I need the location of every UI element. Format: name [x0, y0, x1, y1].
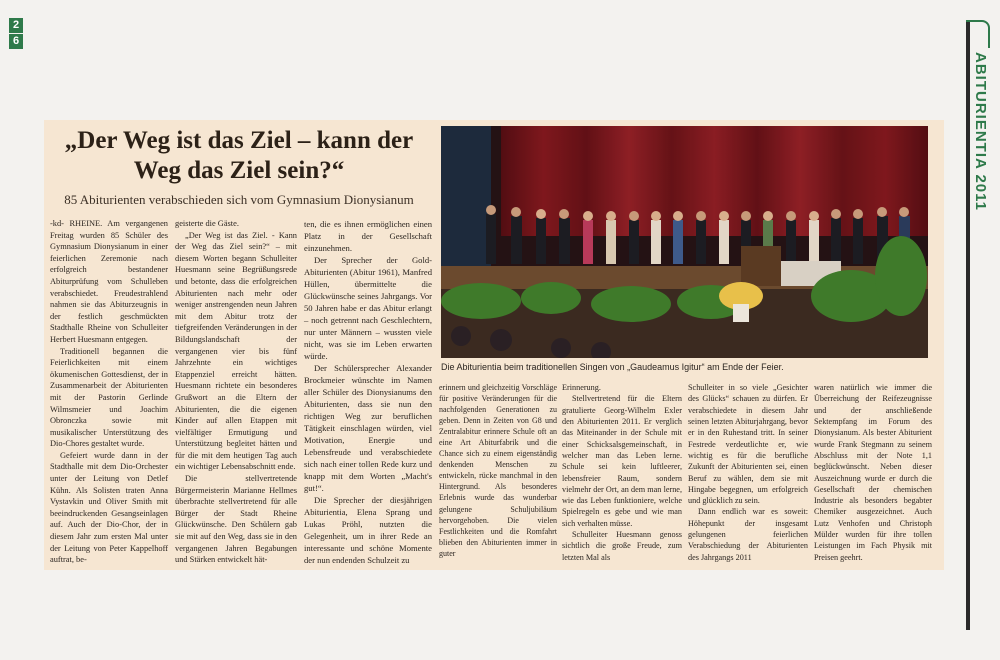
- article-column: [304, 218, 432, 566]
- headline-block: [44, 120, 434, 208]
- headline: „Der Weg ist das Ziel – kann der Weg das Ziel sein?“: [64, 127, 414, 184]
- article-column: [688, 382, 808, 563]
- paragraph: waren natürlich wie immer die Überreichung der Reifezeugnisse und der anschließende Sektempfang im Forum des Dionysianum. Als bester Abiturient wurde Frank Stegmann zu seinem Abschluss mit der Note 1,1 beglückwünscht. Neben dieser Auszeichnung wurde er durch die Gesellschaft der chemischen Industrie als besonders begabter Chemiker ausgezeichnet. Auch Lutz Venhofen und Christoph Mülder wurden für ihre tollen Leistungen im Fach Physik mit Preisen geehrt.: [814, 383, 932, 562]
- paragraph: -kd- RHEINE. Am vergangenen Freitag wurden 85 Schüler des Gymnasium Dionysianum in einer feierlichen Zeremonie nach erfolgreich bestandener Abiturprüfung vom Schulleben verabschiedet. Freudestrahlend nahmen sie das Abiturzeugnis in der festlich geschmückten Stadthalle Rheine von Schulleiter Herbert Huesmann entgegen.: [50, 219, 168, 344]
- paragraph: Dann endlich war es soweit: Höhepunkt der insgesamt gelungenen feierlichen Verabschiedung der Abiturienten des Jahrgangs 2011: [688, 507, 808, 562]
- paragraph: erinnern und gleichzeitig Vorschläge für positive Veränderungen für die nachfolgenden Generationen zu geben. Denn in Zeiten von G8 und Zentralabitur erinnere Schule oft an eine Art Abiturfabrik und die Chance sich zu einem eigenständig denkenden Menschen zu entwickeln, rücke manchmal in den Hintergrund. Als besonderes Erlebnis wurde das wunderbar gelungene Schuljubiläum hervorgehoben. Die vielen Festlichkeiten und die Romfahrt blieben den Abiturienten immer in guter: [439, 383, 557, 558]
- paragraph: Traditionell begannen die Feierlichkeiten mit einem ökumenischen Gottesdienst, der in Zusammenarbeit der Abiturienten mit der Pastorin Gerlinde Wilmsmeier und Joachim Obronczka sowie mit musikalischer Unterstützung des Dio-Chores gestaltet wurde.: [50, 346, 168, 449]
- page-number-digit: 2: [9, 18, 23, 33]
- paragraph: Schulleiter in so viele „Gesichter des Glücks“ schauen zu dürfen. Er verabschiedete in diesem Jahr seinen letzten Abiturjahrgang, bevor er in den Ruhestand tritt. In seiner Festrede verdeutlichte er, wie wichtig es für die berufliche Zukunft der Abiturienten sei, einen Beruf zu wählen, dem sie mit Hingabe begegnen, um erfolgreich und glücklich zu sein.: [688, 383, 808, 506]
- page-number-digit: 6: [9, 34, 23, 49]
- article-column: [439, 382, 557, 559]
- paragraph: ten, die es ihnen ermöglichen einen Platz in der Gesellschaft einzunehmen.: [304, 219, 432, 253]
- paragraph: Der Schülersprecher Alexander Brockmeier wünschte im Namen aller Schüler des Dionysianums den Abiturienten, dass sie nun den richtigen Weg zur beruflichen Tätigkeit einschlagen würden, viel Motivation, Energie und Lebensfreude und verabschiedete sich nach einer tollen Rede kurz und knapp mit dem Worten „Macht's gut!“.: [304, 363, 432, 493]
- paragraph: Gefeiert wurde dann in der Stadthalle mit dem Dio-Orchester unter der Leitung von Detlef Kühn. Als Solisten traten Anna Vystavkin und Oliver Smith mit beeindruckenden Gesangseinlagen auf. Auch der Dio-Chor, der in diesem Jahr zum ersten Mal unter der Leitung von Peter Kappelhoff auftrat, be-: [50, 450, 168, 565]
- section-label: ABITURIENTIA 2011: [972, 52, 989, 211]
- paragraph: Stellvertretend für die Eltern gratulierte Georg-Wilhelm Exler den Abiturienten 2011. Er verglich das Miteinander in der Schule mit einer Schicksalsgemeinschaft, in welcher man das Leben lerne. Schule sei kein luftleerer, lebensfreier Raum, sondern vielmehr der Ort, an dem man lerne, wie das Leben funktioniere, welche Spielregeln es gebe und wie man sich verhalten müsse.: [562, 394, 682, 528]
- article-column: [562, 382, 682, 563]
- section-band: [966, 20, 992, 220]
- paragraph: geisterte die Gäste.: [175, 219, 239, 228]
- paragraph: „Der Weg ist das Ziel. - Kann der Weg das Ziel sein?“ – mit diesem Worten begann Schulleiter Huesmann seine Begrüßungsrede und betonte, dass die erfolgreichen Abiturienten nach mehr oder weniger anstrengenden neun Jahren mit dem Abitur trotz der tiefgreifenden Veränderungen in der Bildungslandschaft der vergangenen vier bis fünf Jahrzehnte ein wichtiges Etappenziel erreicht hätten. Huesmann richtete ein besonderes Grußwort an die Eltern der Abiturienten, die die eigenen Kinder auf allen Etappen mit vielfältiger Ermutigung und Unterstützung begleitet hätten und für die mit dem heutigen Tag auch ein wichtiger Lebensabschnitt ende.: [175, 230, 297, 472]
- photo-caption: Die Abiturientia beim traditionellen Singen von „Gaudeamus Igitur“ am Ende der Feier.: [441, 362, 784, 372]
- page-number: [9, 18, 23, 49]
- article-column: [814, 382, 932, 563]
- stage-photo: [441, 126, 928, 358]
- paragraph: Erinnerung.: [562, 383, 601, 392]
- article-column: [175, 218, 297, 566]
- article-column: [50, 218, 168, 566]
- section-tab: [966, 20, 990, 48]
- paragraph: Die Sprecher der diesjährigen Abiturientia, Elena Sprang und Lukas Pröhl, nutzten die Gelegenheit, um in ihrer Rede an interessante und schöne Momente der nun endenden Schulzeit zu: [304, 495, 432, 565]
- paragraph: Die stellvertretende Bürgermeisterin Marianne Hellmes überbrachte stellvertretend für alle Bürger der Stadt Rheine Glückwünsche. Den Schülern gab sie mit auf den Weg, dass sie in den vergangenen Jahren Begabungen und Stärken entwickelt hät-: [175, 474, 297, 565]
- paragraph: Der Sprecher der Gold-Abiturienten (Abitur 1961), Manfred Hüllen, übermittelte die Glückwünsche seines Jahrgangs. Vor 50 Jahren habe er das Abitur erlangt – noch getrennt nach Geschlechtern, nur unter Männern – wussten viele nicht, was sie im Leben erwarten würde.: [304, 255, 432, 361]
- paragraph: Schulleiter Huesmann genoss sichtlich die große Freude, zum letzten Mal als: [562, 530, 682, 562]
- subheadline: 85 Abiturienten verabschieden sich vom Gymnasium Dionysianum: [64, 192, 414, 207]
- article: [44, 120, 944, 570]
- section-rule: [966, 20, 970, 630]
- article-photo: [441, 126, 928, 358]
